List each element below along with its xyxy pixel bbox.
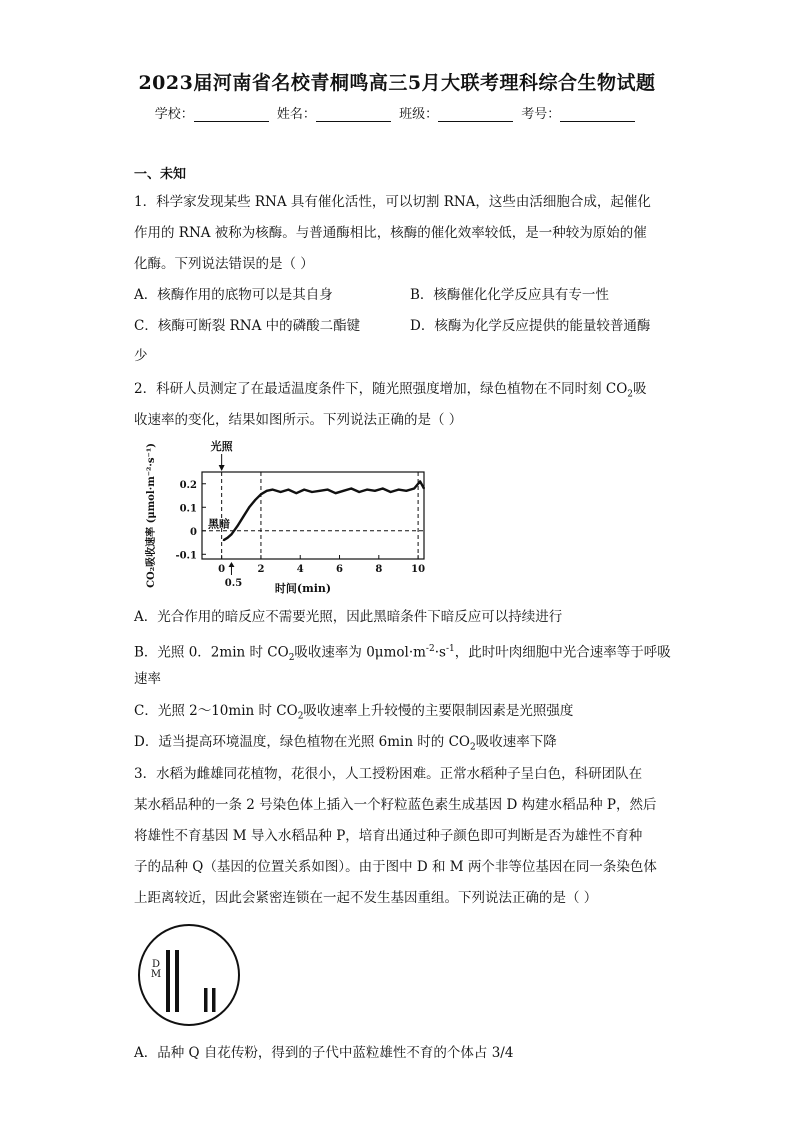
- q1-stem-line-1: 1．科学家发现某些 RNA 具有催化活性，可以切割 RNA，这些由活细胞合成，起催化: [134, 194, 651, 210]
- q2-stem-line-2: 收速率的变化，结果如图所示。下列说法正确的是（ ）: [134, 412, 463, 428]
- series-point-16: [327, 489, 329, 491]
- x-tick-label-1: 2: [257, 564, 265, 575]
- class-label: 班级：: [399, 107, 439, 122]
- q2-option-a: A．光合作用的暗反应不需要光照，因此黑暗条件下暗反应可以持续进行: [134, 609, 563, 625]
- q2-option-b: B．光照 0．2min 时 $CO_2$吸收速率为 $0\mu mol\cdot m^{-2}\cdot s^{-1}$，此时叶肉细胞中光合速率等于呼吸: [134, 644, 671, 664]
- x-tick-label-2: 4: [296, 564, 304, 575]
- series-point-9: [272, 489, 274, 491]
- x-tick-label-3: 6: [336, 564, 344, 575]
- series-point-20: [358, 491, 360, 493]
- plot-frame: [202, 472, 424, 559]
- series-point-23: [382, 488, 384, 490]
- x-tick-label-0: 0: [218, 564, 226, 575]
- series-point-10: [280, 491, 282, 493]
- series-point-22: [374, 490, 376, 492]
- class-blank: [438, 107, 513, 122]
- q2-option-c: C．光照 2～10min 时 $CO_2$吸收速率上升较慢的主要限制因素是光照强度: [134, 703, 574, 722]
- series-point-29: [423, 488, 425, 490]
- chromosome-short-right: [212, 988, 216, 1012]
- exam-number-label: 考号：: [521, 107, 561, 122]
- q3-stem-line-5: 上距离较近，因此会紧密连锁在一起不发生基因重组。下列说法正确的是（ ）: [134, 890, 598, 906]
- q2-option-b-continued: 速率: [134, 671, 161, 687]
- light-arrow-head: [219, 465, 225, 471]
- series-point-19: [350, 488, 352, 490]
- school-label: 学校：: [154, 107, 194, 122]
- series-point-11: [288, 489, 290, 491]
- y-tick-label-0: -0.1: [175, 550, 197, 562]
- y-tick-label-3: 0.2: [179, 479, 197, 491]
- series-point-28: [419, 481, 421, 483]
- light-annotation: 光照: [210, 440, 233, 453]
- series-point-24: [390, 491, 392, 493]
- series-point-17: [335, 492, 337, 494]
- x-extra-label: 0.5: [224, 578, 243, 589]
- series-point-14: [311, 491, 313, 493]
- q1-option-d: D．核酶为化学反应提供的能量较普通酶: [410, 318, 651, 334]
- y-tick-label-2: 0.1: [179, 503, 197, 515]
- series-point-5: [248, 506, 250, 508]
- y-tick-label-1: 0: [190, 526, 197, 538]
- y-axis-label: CO₂吸收速率 (μmol·m⁻²·s⁻¹): [146, 443, 157, 588]
- q2-option-d: D．适当提高环境温度，绿色植物在光照 6min 时的 $CO_2$吸收速率下降: [134, 734, 557, 753]
- dark-annotation: 黑暗: [208, 517, 230, 531]
- student-info-line: [0, 103, 794, 122]
- series-point-26: [405, 490, 407, 492]
- series-point-18: [343, 490, 345, 492]
- series-point-0: [223, 539, 225, 541]
- x-tick-label-5: 10: [411, 564, 426, 575]
- x-marker-arrow-head: [228, 562, 234, 567]
- exam-number-blank: [560, 107, 635, 122]
- chromosome-long-right: [175, 950, 179, 1012]
- series-point-8: [266, 490, 268, 492]
- q3-option-a: A．品种 Q 自花传粉，得到的子代中蓝粒雄性不育的个体占 3/4: [134, 1045, 514, 1061]
- series-point-1: [227, 537, 229, 539]
- q3-stem-line-3: 将雄性不育基因 M 导入水稻品种 P，培育出通过种子颜色即可判断是否为雄性不育种: [134, 828, 643, 844]
- q1-option-d-continued: 少: [134, 348, 148, 364]
- q1-option-b: B．核酶催化化学反应具有专一性: [410, 287, 609, 303]
- name-label: 姓名：: [276, 107, 316, 122]
- q2-stem-line-1: 2．科研人员测定了在最适温度条件下，随光照强度增加，绿色植物在不同时刻 $CO_2$吸: [134, 381, 647, 400]
- x-tick-label-4: 8: [375, 564, 383, 575]
- series-point-12: [295, 492, 297, 494]
- chromosome-diagram: [136, 920, 246, 1030]
- series-point-3: [236, 525, 238, 527]
- series-point-15: [319, 490, 321, 492]
- co2-absorption-chart: [138, 436, 438, 596]
- series-point-25: [398, 489, 400, 491]
- name-blank: [316, 107, 391, 122]
- chromosome-short-left: [204, 988, 208, 1012]
- series-point-13: [303, 489, 305, 491]
- q3-stem-line-2: 某水稻品种的一条 2 号染色体上插入一个籽粒蓝色素生成基因 D 构建水稻品种 P，然后: [134, 797, 657, 813]
- q1-stem-line-3: 化酶。下列说法错误的是（ ）: [134, 256, 314, 272]
- gene-m-label: M: [150, 969, 162, 980]
- chromosome-long-left: [166, 950, 170, 1012]
- q3-stem-line-1: 3．水稻为雌雄同花植物，花很小，人工授粉困难。正常水稻种子呈白色，科研团队在: [134, 766, 643, 782]
- q1-option-a: A．核酶作用的底物可以是其自身: [134, 287, 333, 303]
- series-point-2: [231, 533, 233, 535]
- series-point-7: [260, 493, 262, 495]
- series-point-6: [254, 499, 256, 501]
- section-heading: 一、未知: [134, 167, 187, 182]
- series-point-21: [366, 489, 368, 491]
- q1-stem-line-2: 作用的 RNA 被称为核酶。与普通酶相比，核酶的催化效率较低，是一种较为原始的催: [134, 225, 647, 241]
- q1-option-c: C．核酶可断裂 RNA 中的磷酸二酯键: [134, 318, 361, 334]
- x-axis-label: 时间(min): [274, 582, 332, 595]
- page-title: 2023届河南省名校青桐鸣高三5月大联考理科综合生物试题: [138, 72, 656, 94]
- q3-stem-line-4: 子的品种 Q（基因的位置关系如图）。由于图中 D 和 M 两个非等位基因在同一条染色体: [134, 859, 657, 875]
- series-point-4: [242, 516, 244, 518]
- gene-d-label: D: [151, 959, 161, 970]
- series-point-27: [413, 488, 415, 490]
- series-line: [224, 481, 424, 540]
- school-blank: [194, 107, 269, 122]
